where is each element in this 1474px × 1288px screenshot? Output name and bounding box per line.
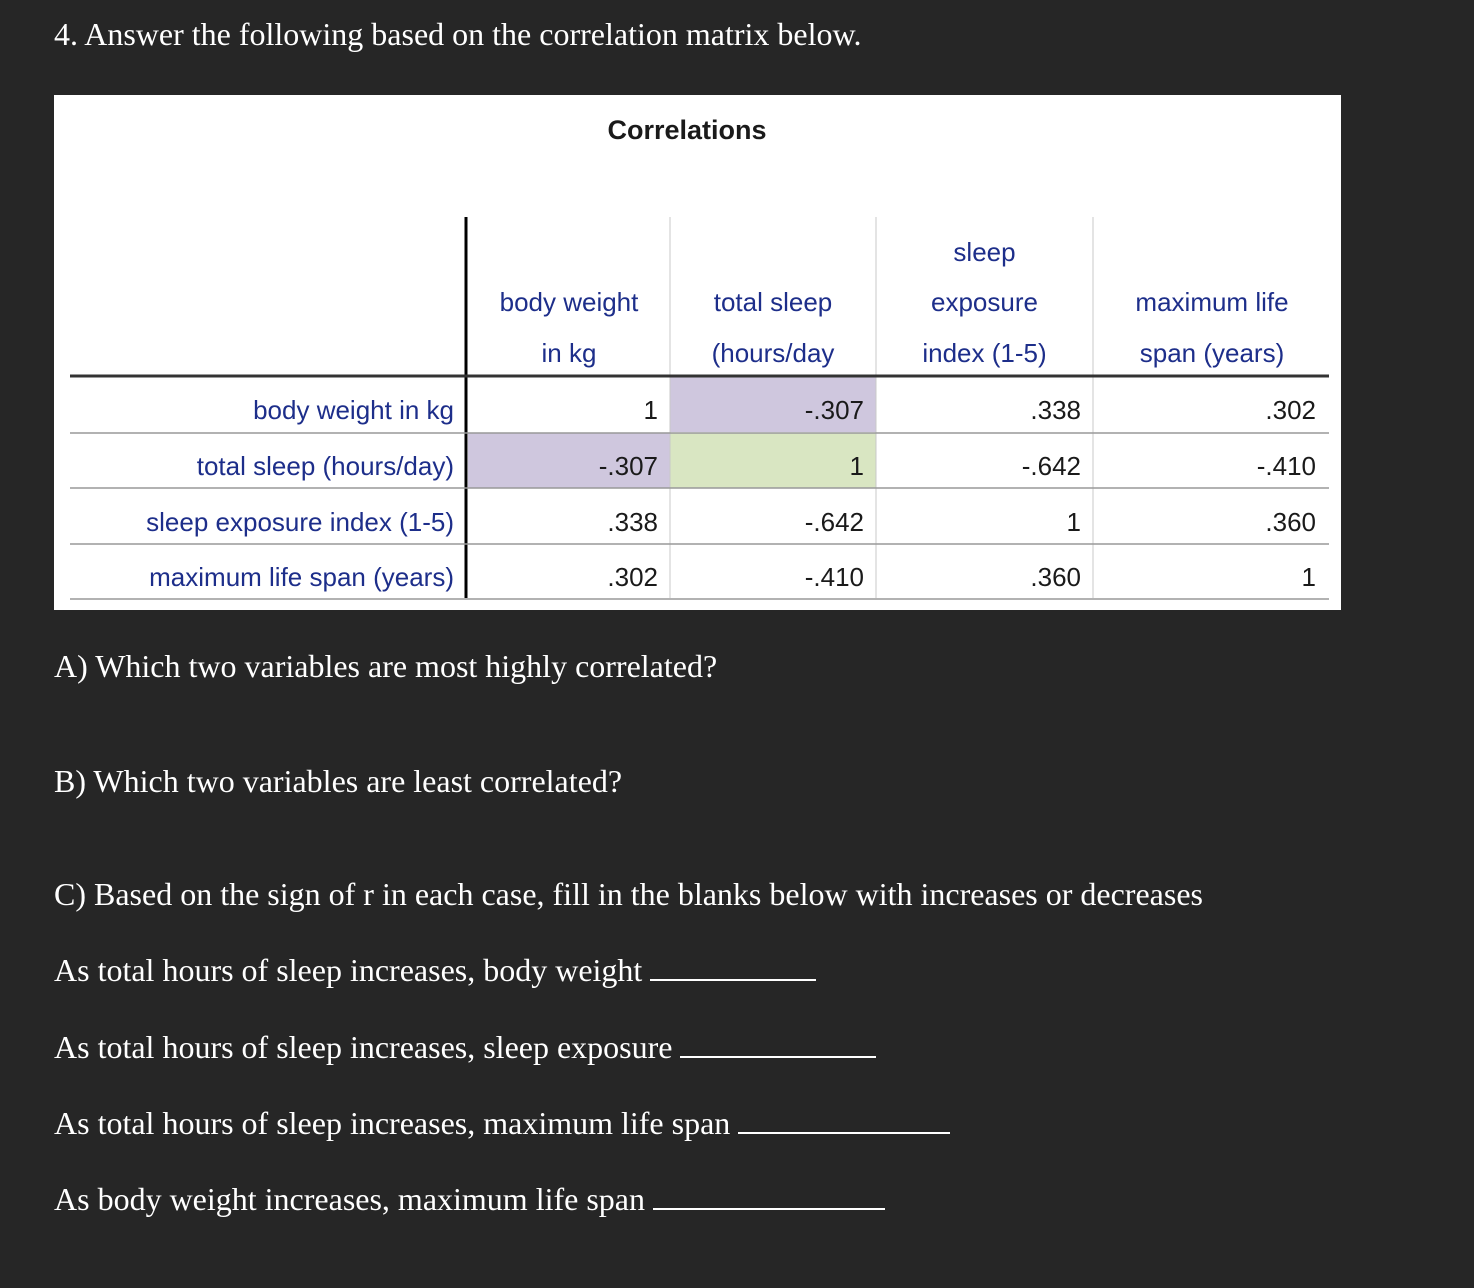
col-header-body-weight: body weight in kg bbox=[499, 287, 639, 368]
blank-statement-1 bbox=[54, 952, 816, 989]
table-cell: .338 bbox=[607, 507, 658, 537]
col-header-max-life-span: maximum life span (years) bbox=[1135, 287, 1289, 368]
table-cell: 1 bbox=[1066, 507, 1081, 537]
col-header-total-sleep: total sleep (hours/day bbox=[711, 287, 835, 368]
blank-statement-text: As total hours of sleep increases, body weight bbox=[54, 952, 643, 988]
row-label-max-life-span: maximum life span (years) bbox=[149, 562, 454, 592]
table-cell: 1 bbox=[1301, 562, 1316, 592]
table-cell: -.642 bbox=[1021, 451, 1081, 481]
blank-statement-4 bbox=[54, 1181, 885, 1218]
question-heading: 4. Answer the following based on the correlation matrix below. bbox=[54, 16, 862, 52]
table-cell: .360 bbox=[1030, 562, 1081, 592]
table-cell: -.410 bbox=[1256, 451, 1316, 481]
blank-statement-text: As body weight increases, maximum life span bbox=[54, 1181, 645, 1217]
correlation-table bbox=[54, 95, 1341, 610]
question-b: B) Which two variables are least correlated? bbox=[54, 763, 623, 799]
table-cell: -.307 bbox=[804, 395, 864, 425]
table-cell: .302 bbox=[1265, 395, 1316, 425]
answer-blank[interactable] bbox=[650, 953, 816, 981]
answer-blank[interactable] bbox=[738, 1106, 950, 1134]
correlation-table-panel bbox=[54, 95, 1341, 610]
table-title: Correlations bbox=[607, 115, 767, 145]
table-cell: .338 bbox=[1030, 395, 1081, 425]
table-cell: 1 bbox=[849, 451, 864, 481]
table-cell: -.307 bbox=[598, 451, 658, 481]
answer-blank[interactable] bbox=[680, 1030, 876, 1058]
blank-statement-2 bbox=[54, 1029, 876, 1066]
answer-blank[interactable] bbox=[653, 1182, 885, 1210]
table-cell: .302 bbox=[607, 562, 658, 592]
table-cell: 1 bbox=[643, 395, 658, 425]
row-label-body-weight: body weight in kg bbox=[253, 395, 454, 425]
blank-statement-3 bbox=[54, 1105, 950, 1142]
row-label-sleep-exposure: sleep exposure index (1-5) bbox=[146, 507, 454, 537]
table-cell: -.410 bbox=[804, 562, 864, 592]
blank-statement-text: As total hours of sleep increases, sleep exposure bbox=[54, 1029, 673, 1065]
col-header-sleep-exposure: sleep exposure index (1-5) bbox=[922, 237, 1047, 368]
question-a: A) Which two variables are most highly correlated? bbox=[54, 648, 718, 684]
row-label-total-sleep: total sleep (hours/day) bbox=[196, 451, 454, 481]
question-c: C) Based on the sign of r in each case, fill in the blanks below with increases or decreases bbox=[54, 876, 1203, 912]
table-cell: -.642 bbox=[804, 507, 864, 537]
blank-statement-text: As total hours of sleep increases, maximum life span bbox=[54, 1105, 731, 1141]
table-cell: .360 bbox=[1265, 507, 1316, 537]
